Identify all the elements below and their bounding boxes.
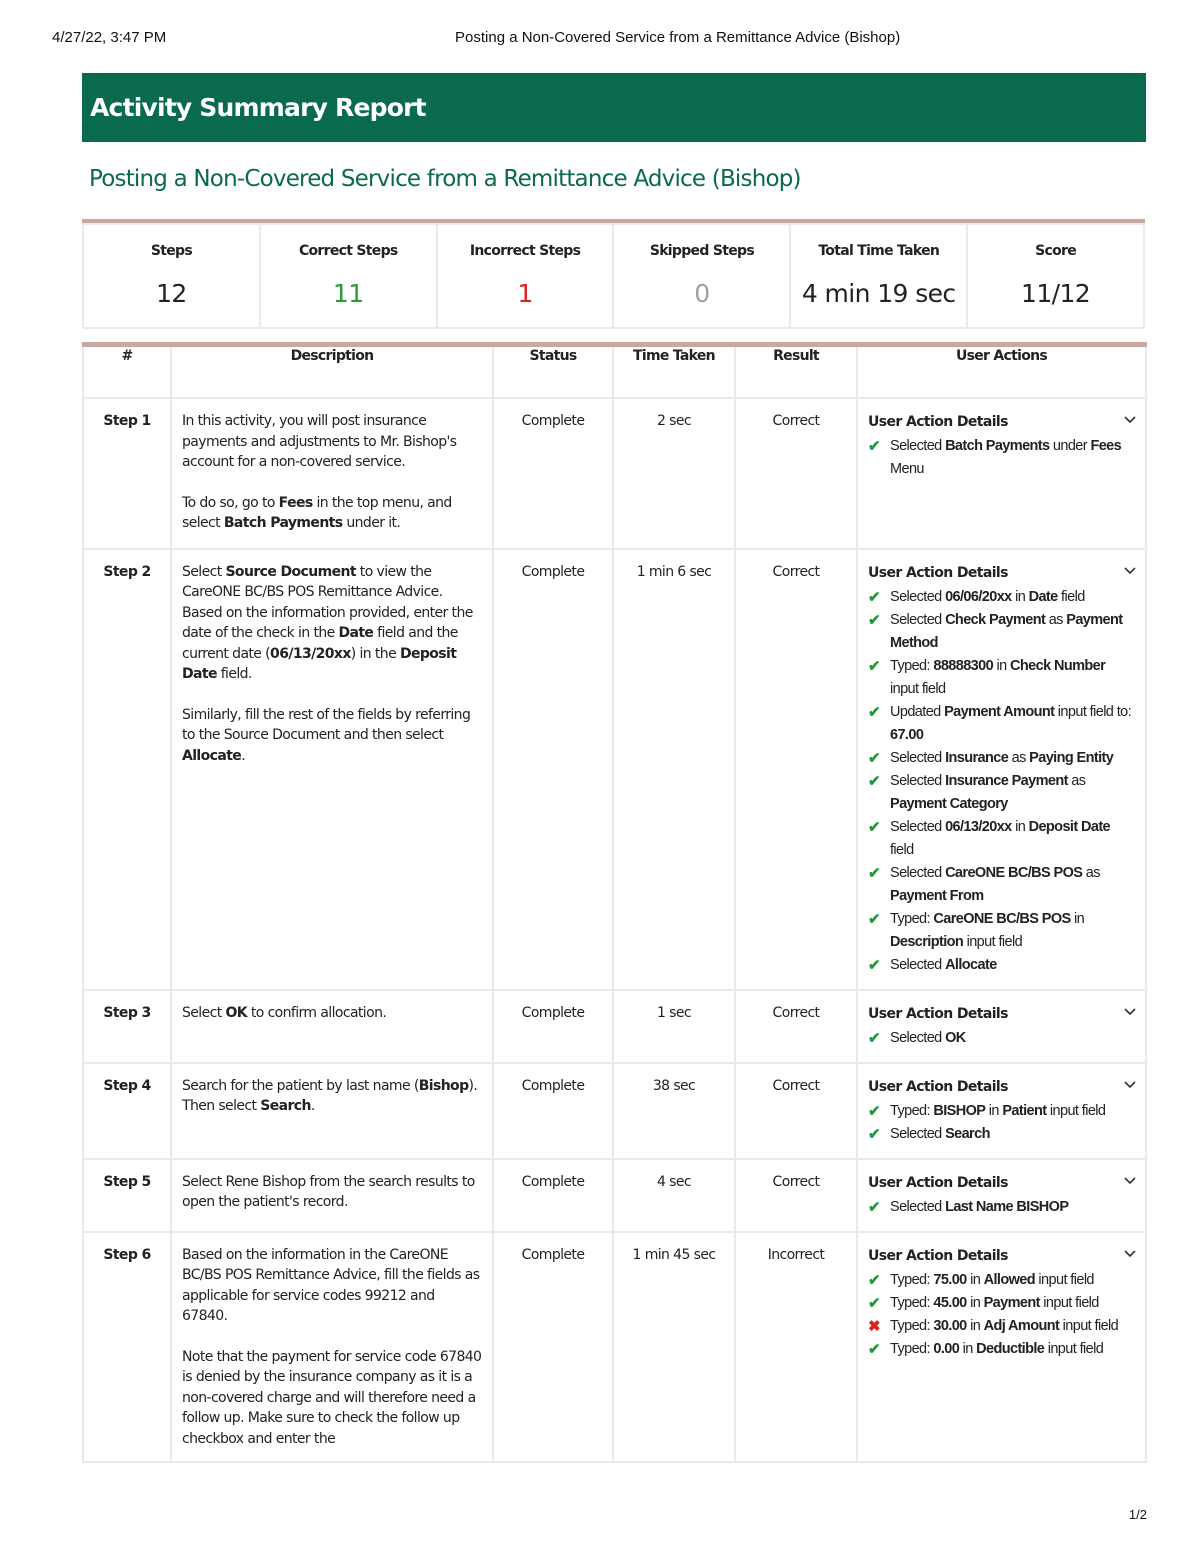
action-text: input field — [1039, 1294, 1099, 1311]
description-text: to confirm allocation. — [247, 1004, 387, 1021]
action-value: Allowed — [983, 1271, 1035, 1288]
user-action-details-label: User Action Details — [868, 1005, 1008, 1022]
user-action-list — [868, 586, 1135, 977]
action-text: Selected — [890, 588, 946, 605]
user-action-item — [868, 1100, 1135, 1123]
user-action-details-toggle[interactable] — [868, 411, 1135, 433]
step-time: 38 sec — [613, 1063, 735, 1159]
description-text: to view the CareONE BC/BS POS Remittance Advice. Based on the information provided, enter the date of the check in the — [182, 563, 473, 641]
action-value: Patient — [1002, 1102, 1047, 1119]
action-text: field — [1057, 588, 1085, 605]
action-text: input field — [1035, 1271, 1094, 1288]
user-action-item — [868, 1269, 1135, 1292]
action-value: 45.00 — [933, 1294, 967, 1311]
summary-label: Incorrect Steps — [469, 243, 581, 259]
step-time: 1 sec — [613, 990, 735, 1063]
description-text: . — [241, 747, 246, 764]
report-banner — [82, 73, 1146, 142]
header-time-taken: Time Taken — [613, 345, 735, 399]
step-description — [171, 1159, 493, 1232]
action-value: Check Number — [1010, 657, 1106, 674]
description-paragraph — [182, 562, 482, 685]
description-text: . — [310, 1098, 315, 1114]
action-text: Selected — [890, 749, 946, 766]
step-time: 1 min 6 sec — [613, 549, 735, 990]
step-result: Correct — [735, 1063, 857, 1159]
table-row — [83, 990, 1146, 1063]
step-user-actions — [857, 1063, 1146, 1159]
check-icon: ✔ — [868, 657, 880, 675]
chevron-down-icon[interactable] — [1123, 1244, 1137, 1266]
user-action-details-label: User Action Details — [868, 564, 1008, 581]
user-action-item — [868, 954, 1135, 977]
print-header — [0, 29, 1200, 49]
step-description — [171, 398, 493, 549]
user-action-list — [868, 1196, 1135, 1219]
check-icon: ✔ — [868, 1198, 880, 1216]
header-user-actions: User Actions — [857, 345, 1146, 399]
step-result: Incorrect — [735, 1232, 857, 1463]
action-value: Batch Payments — [945, 438, 1050, 454]
summary-label: Score — [1035, 243, 1076, 259]
step-number: Step 4 — [83, 1063, 171, 1159]
summary-label: Steps — [150, 243, 192, 259]
step-time: 1 min 45 sec — [613, 1232, 735, 1463]
check-icon: ✔ — [868, 910, 880, 928]
summary-incorrect-steps — [436, 223, 615, 329]
action-value: 06/06/20xx — [945, 588, 1012, 605]
step-number: Step 6 — [83, 1232, 171, 1463]
action-text: as — [1067, 772, 1086, 789]
action-value: BISHOP — [933, 1102, 986, 1119]
description-bold: Date — [338, 625, 374, 641]
summary-steps — [82, 223, 261, 329]
action-text: in — [993, 657, 1011, 674]
table-row — [83, 549, 1146, 990]
description-text: In this activity, you will post insurance payments and adjustments to Mr. Bishop's account for a non-covered service. — [182, 413, 457, 470]
action-text: input field — [890, 680, 946, 697]
description-bold: Search — [260, 1098, 311, 1114]
description-text: ) in the — [350, 645, 400, 662]
action-value: 75.00 — [933, 1271, 967, 1288]
action-text: Selected — [890, 1125, 946, 1142]
description-text: Note that the payment for service code 67840 is denied by the insurance company as it is a non-covered charge and will therefore need a follow up. Make sure to check the follow up checkbox and enter the — [182, 1348, 482, 1447]
user-action-details-label: User Action Details — [868, 1174, 1008, 1191]
user-action-item — [868, 770, 1135, 816]
user-action-details-toggle[interactable] — [868, 1076, 1135, 1098]
activity-title: Posting a Non-Covered Service from a Remittance Advice (Bishop) — [89, 166, 801, 192]
action-text: Selected — [890, 1029, 946, 1046]
action-text: in — [959, 1340, 977, 1357]
table-row — [83, 398, 1146, 549]
description-bold: OK — [225, 1004, 248, 1021]
user-action-details-label: User Action Details — [868, 414, 1008, 430]
summary-label: Skipped Steps — [649, 243, 754, 259]
step-result: Correct — [735, 990, 857, 1063]
action-text: input field — [1059, 1317, 1119, 1334]
description-paragraph — [182, 1347, 482, 1450]
description-text: field. — [216, 666, 252, 682]
action-value: 67.00 — [890, 726, 924, 743]
action-value: Deposit Date — [1028, 818, 1111, 835]
action-value: OK — [945, 1029, 966, 1046]
step-user-actions — [857, 549, 1146, 990]
check-icon: ✔ — [868, 749, 880, 767]
action-text: as — [1045, 611, 1067, 628]
user-action-item — [868, 609, 1135, 655]
description-bold: 06/13/20xx — [270, 645, 351, 662]
summary-total-time — [789, 223, 968, 329]
chevron-down-icon[interactable] — [1123, 410, 1137, 432]
user-action-item — [868, 1315, 1135, 1338]
step-description — [171, 1232, 493, 1463]
user-action-item — [868, 747, 1135, 770]
action-text: Typed: — [890, 1294, 934, 1311]
action-value: Insurance — [945, 749, 1009, 766]
user-action-list — [868, 1027, 1135, 1050]
action-value: Deductible — [976, 1340, 1045, 1357]
check-icon: ✔ — [868, 1125, 880, 1143]
action-value: Insurance Payment — [945, 772, 1068, 789]
step-number: Step 5 — [83, 1159, 171, 1232]
action-text: Selected — [890, 864, 946, 881]
step-number: Step 3 — [83, 990, 171, 1063]
table-row — [83, 1232, 1146, 1463]
user-action-list — [868, 1269, 1135, 1361]
user-action-details-label: User Action Details — [868, 1078, 1008, 1095]
chevron-down-icon[interactable] — [1123, 1171, 1137, 1193]
action-text: in — [966, 1271, 984, 1288]
description-text: Search for the patient by last name ( — [182, 1077, 419, 1094]
summary-value: 11 — [332, 279, 364, 308]
step-user-actions — [857, 1159, 1146, 1232]
step-status: Complete — [493, 1159, 613, 1232]
action-value: 0.00 — [933, 1340, 960, 1357]
action-value: Paying Entity — [1029, 749, 1114, 766]
step-result: Correct — [735, 549, 857, 990]
step-result: Correct — [735, 1159, 857, 1232]
description-bold: Source Document — [225, 563, 356, 580]
action-text: Updated — [890, 703, 945, 720]
action-value: 06/13/20xx — [945, 818, 1012, 835]
user-action-item — [868, 1123, 1135, 1146]
summary-value: 11/12 — [1021, 279, 1091, 308]
action-text: in — [1070, 910, 1085, 927]
page-number: 1/2 — [1128, 1507, 1147, 1522]
action-text: input field — [1046, 1102, 1106, 1119]
action-value: CareONE BC/BS POS — [933, 910, 1071, 927]
chevron-down-icon[interactable] — [1123, 1075, 1137, 1097]
summary-label: Correct Steps — [298, 243, 398, 259]
action-text: Typed: — [890, 910, 934, 927]
user-action-item — [868, 862, 1135, 908]
action-value: Payment Category — [890, 795, 1008, 812]
step-status: Complete — [493, 1232, 613, 1463]
step-number: Step 2 — [83, 549, 171, 990]
step-status: Complete — [493, 990, 613, 1063]
action-text: under — [1049, 438, 1091, 454]
action-value: Payment — [983, 1294, 1040, 1311]
summary-value: 12 — [156, 279, 187, 308]
step-status: Complete — [493, 1063, 613, 1159]
report-heading: Activity Summary Report — [90, 93, 426, 122]
step-time: 4 sec — [613, 1159, 735, 1232]
description-text: Select — [182, 563, 226, 580]
action-text: Typed: — [890, 1271, 934, 1288]
check-icon: ✔ — [868, 588, 880, 606]
step-description — [171, 549, 493, 990]
description-paragraph — [182, 705, 482, 767]
user-action-item — [868, 1196, 1135, 1219]
description-paragraph — [182, 1076, 482, 1117]
summary-skipped-steps — [612, 223, 791, 329]
check-icon: ✔ — [868, 1340, 880, 1358]
check-icon: ✔ — [868, 818, 880, 836]
header-result: Result — [735, 345, 857, 399]
step-user-actions — [857, 398, 1146, 549]
user-action-item — [868, 435, 1135, 481]
action-text: in — [1011, 588, 1029, 605]
description-paragraph — [182, 493, 482, 534]
action-value: Fees — [1090, 438, 1122, 454]
user-action-details-toggle[interactable] — [868, 1172, 1135, 1194]
action-value: Adj Amount — [983, 1317, 1060, 1334]
user-action-list — [868, 435, 1135, 481]
action-text: in — [966, 1294, 984, 1311]
action-value: Payment From — [890, 887, 984, 904]
check-icon: ✔ — [868, 1271, 880, 1289]
summary-correct-steps — [259, 223, 438, 329]
check-icon: ✔ — [868, 438, 880, 455]
description-bold: Bishop — [418, 1077, 469, 1094]
description-text: under it. — [342, 515, 401, 531]
action-text: Typed: — [890, 1102, 934, 1119]
action-text: input field — [1044, 1340, 1104, 1357]
user-action-item — [868, 1292, 1135, 1315]
user-action-details-toggle[interactable] — [868, 562, 1135, 584]
user-action-item — [868, 655, 1135, 701]
summary-value: 4 min 19 sec — [801, 279, 956, 308]
description-bold: Deposit Date — [182, 645, 457, 682]
action-value: Date — [1028, 588, 1058, 605]
user-action-item — [868, 701, 1135, 747]
action-text: Typed: — [890, 1340, 934, 1357]
check-icon: ✔ — [868, 956, 880, 974]
user-action-item — [868, 586, 1135, 609]
check-icon: ✔ — [868, 1294, 880, 1312]
step-status: Complete — [493, 398, 613, 549]
description-bold: Batch Payments — [223, 515, 343, 531]
action-text: in — [985, 1102, 1003, 1119]
summary-label: Total Time Taken — [818, 243, 940, 259]
description-text: in the top menu, and select — [182, 494, 452, 531]
description-text: To do so, go to — [182, 494, 279, 511]
description-paragraph — [182, 1245, 482, 1327]
print-title: Posting a Non-Covered Service from a Remittance Advice (Bishop) — [455, 29, 901, 46]
step-description — [171, 990, 493, 1063]
action-text: Selected — [890, 956, 946, 973]
action-text: in — [966, 1317, 984, 1334]
action-value: Check Payment — [945, 611, 1046, 628]
description-paragraph — [182, 411, 482, 473]
check-icon: ✔ — [868, 1102, 880, 1120]
description-text: field and the current date ( — [182, 625, 458, 662]
steps-body — [83, 398, 1146, 1462]
description-text: Select — [182, 1004, 226, 1021]
action-text: Menu — [890, 461, 924, 477]
print-datetime: 4/27/22, 3:47 PM — [52, 29, 167, 46]
user-action-details-toggle[interactable] — [868, 1003, 1135, 1025]
user-action-item — [868, 816, 1135, 862]
user-action-details-label: User Action Details — [868, 1247, 1008, 1264]
description-text: Similarly, fill the rest of the fields by referring to the Source Document and then select — [182, 706, 471, 743]
description-paragraph — [182, 1172, 482, 1213]
check-icon: ✔ — [868, 864, 880, 882]
table-header-row — [83, 345, 1146, 399]
action-value: Allocate — [945, 956, 997, 973]
check-icon: ✔ — [868, 703, 880, 721]
step-time: 2 sec — [613, 398, 735, 549]
step-user-actions — [857, 990, 1146, 1063]
action-value: 30.00 — [933, 1317, 967, 1334]
action-text: Typed: — [890, 657, 934, 674]
header-description: Description — [171, 345, 493, 399]
check-icon: ✔ — [868, 772, 880, 790]
summary-score — [966, 223, 1145, 329]
action-text: as — [1082, 864, 1100, 881]
action-text: input field — [963, 933, 1023, 950]
description-bold: Fees — [278, 494, 313, 511]
action-text: Selected — [890, 438, 946, 454]
action-value: CareONE BC/BS POS — [945, 864, 1083, 881]
action-text: field — [890, 841, 914, 858]
chevron-down-icon[interactable] — [1123, 561, 1137, 583]
step-result: Correct — [735, 398, 857, 549]
step-number: Step 1 — [83, 398, 171, 549]
action-value: 88888300 — [933, 657, 994, 674]
user-action-item — [868, 1027, 1135, 1050]
action-text: Selected — [890, 1198, 946, 1215]
header-number: # — [83, 345, 171, 399]
user-action-list — [868, 1100, 1135, 1146]
user-action-details-toggle[interactable] — [868, 1245, 1135, 1267]
action-text: Selected — [890, 772, 946, 789]
action-value: Description — [890, 933, 964, 950]
header-status: Status — [493, 345, 613, 399]
action-text: Selected — [890, 611, 946, 628]
action-text: input field to: — [1054, 703, 1132, 720]
action-value: Payment Method — [890, 611, 1123, 651]
action-text: in — [1011, 818, 1029, 835]
user-action-item — [868, 1338, 1135, 1361]
action-text: as — [1008, 749, 1030, 766]
table-row — [83, 1159, 1146, 1232]
action-text: Typed: — [890, 1317, 934, 1334]
check-icon: ✔ — [868, 611, 880, 629]
chevron-down-icon[interactable] — [1123, 1002, 1137, 1024]
summary-panel — [82, 219, 1145, 329]
description-text: Based on the information in the CareONE BC/BS POS Remittance Advice, fill the fields as applicable for service codes 99212 and 67840. — [182, 1246, 480, 1324]
user-action-item — [868, 908, 1135, 954]
check-icon: ✔ — [868, 1029, 880, 1047]
action-value: Payment Amount — [944, 703, 1055, 720]
step-description — [171, 1063, 493, 1159]
description-text: ). Then select — [182, 1077, 478, 1114]
summary-value: 1 — [517, 279, 533, 308]
description-paragraph — [182, 1003, 482, 1024]
summary-value: 0 — [694, 279, 710, 308]
step-user-actions — [857, 1232, 1146, 1463]
action-text: Selected — [890, 818, 946, 835]
step-status: Complete — [493, 549, 613, 990]
table-row — [83, 1063, 1146, 1159]
description-bold: Allocate — [182, 747, 242, 764]
action-value: Search — [945, 1125, 990, 1142]
description-text: Select Rene Bishop from the search results to open the patient's record. — [182, 1173, 475, 1210]
action-value: Last Name BISHOP — [945, 1198, 1069, 1215]
cross-icon: ✖ — [868, 1317, 880, 1335]
steps-table — [82, 342, 1147, 1463]
